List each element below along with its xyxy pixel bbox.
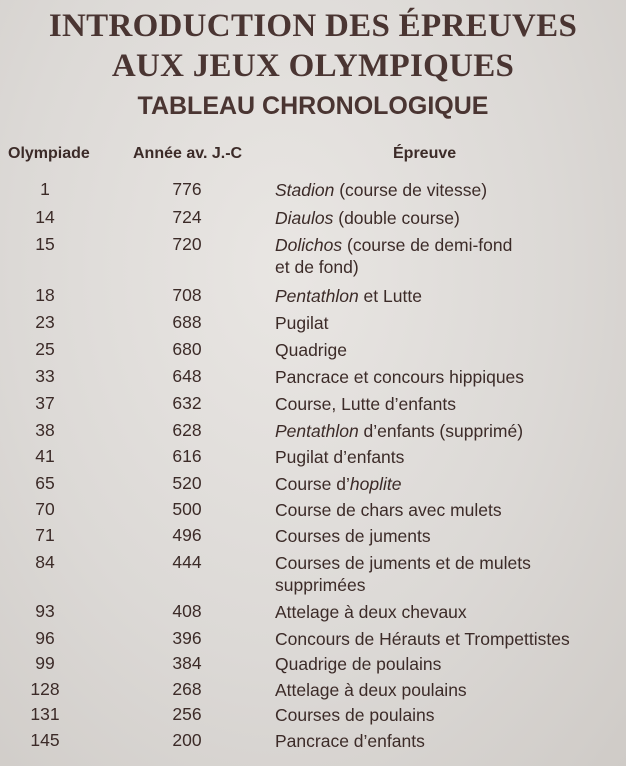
epreuve-text: (course de demi-fond — [342, 235, 513, 255]
epreuve-cell — [275, 653, 620, 675]
epreuve-cell — [275, 525, 620, 547]
epreuve-italic-term: Diaulos — [275, 208, 334, 228]
annee-cell: 256 — [172, 704, 202, 724]
epreuve-italic-term: Pentathlon — [275, 286, 359, 306]
epreuve-cell — [275, 312, 620, 334]
epreuve-cell — [275, 473, 620, 495]
annee-cell: 396 — [172, 628, 202, 648]
epreuve-cell — [275, 499, 620, 521]
olympiade-cell: 41 — [35, 446, 55, 466]
column-header-olympiade: Olympiade — [8, 145, 90, 162]
epreuve-italic-term: Stadion — [275, 180, 335, 200]
olympiade-cell: 33 — [35, 366, 55, 386]
epreuve-text: (course de vitesse) — [334, 180, 488, 200]
epreuve-italic-term: Dolichos — [275, 235, 343, 255]
epreuve-italic-term: hoplite — [349, 474, 402, 494]
epreuve-text: (double course) — [333, 208, 460, 228]
olympiade-cell: 131 — [30, 704, 60, 724]
epreuve-text: Pugilat d’enfants — [275, 447, 405, 467]
epreuve-text: et Lutte — [358, 286, 422, 306]
column-header-annee: Année av. J.-C — [133, 145, 243, 162]
annee-cell: 616 — [172, 446, 202, 466]
epreuve-text: Course, Lutte d’enfants — [275, 394, 456, 414]
epreuve-text: Pugilat — [275, 313, 329, 333]
olympiade-cell: 99 — [35, 653, 55, 673]
epreuve-text: Concours de Hérauts et Trompettistes — [275, 629, 570, 649]
annee-cell: 268 — [172, 679, 202, 699]
page-title-line-1: INTRODUCTION DES ÉPREUVES — [48, 8, 578, 44]
epreuve-text: Attelage à deux chevaux — [275, 602, 467, 622]
epreuve-cell — [275, 366, 620, 388]
olympiade-cell: 23 — [35, 312, 55, 332]
olympiade-cell: 37 — [35, 393, 55, 413]
epreuve-text: Course de chars avec mulets — [275, 500, 502, 520]
olympiade-cell: 38 — [35, 420, 55, 440]
epreuve-text: Quadrige de poulains — [275, 654, 442, 674]
epreuve-text: Courses de juments et de mulets — [275, 553, 531, 573]
epreuve-cell — [275, 393, 620, 415]
olympiade-cell: 25 — [35, 339, 55, 359]
page-title-line-2: AUX JEUX OLYMPIQUES — [111, 48, 515, 84]
epreuve-text-line-2: supprimées — [275, 575, 366, 595]
epreuve-italic-term: Pentathlon — [275, 421, 359, 441]
epreuve-cell — [275, 420, 620, 442]
annee-cell: 384 — [172, 653, 202, 673]
epreuve-prefix: Course d’ — [275, 474, 350, 494]
annee-cell: 200 — [172, 730, 202, 750]
annee-cell: 688 — [172, 312, 202, 332]
epreuve-cell — [275, 628, 620, 650]
epreuve-cell — [275, 730, 620, 752]
olympiade-cell: 84 — [35, 552, 55, 572]
olympiade-cell: 128 — [30, 679, 60, 699]
epreuve-cell — [275, 285, 620, 307]
epreuve-cell — [275, 179, 620, 201]
olympiade-cell: 14 — [35, 207, 55, 227]
annee-cell: 628 — [172, 420, 202, 440]
olympiade-cell: 93 — [35, 601, 55, 621]
olympiade-cell: 1 — [40, 179, 50, 199]
annee-cell: 500 — [172, 499, 202, 519]
epreuve-cell — [275, 207, 620, 229]
annee-cell: 648 — [172, 366, 202, 386]
olympiade-cell: 71 — [35, 525, 55, 545]
olympiade-cell: 18 — [35, 285, 55, 305]
epreuve-text: Courses de poulains — [275, 705, 435, 725]
epreuve-text: d’enfants (supprimé) — [358, 421, 524, 441]
annee-cell: 496 — [172, 525, 202, 545]
annee-cell: 708 — [172, 285, 202, 305]
olympiade-cell: 145 — [30, 730, 60, 750]
epreuve-text-line-2: et de fond) — [275, 257, 359, 277]
epreuve-text: Pancrace d’enfants — [275, 731, 425, 751]
annee-cell: 444 — [172, 552, 202, 572]
olympiade-cell: 65 — [35, 473, 55, 493]
epreuve-cell — [275, 704, 620, 726]
epreuve-text: Attelage à deux poulains — [275, 680, 467, 700]
annee-cell: 632 — [172, 393, 202, 413]
olympiade-cell: 96 — [35, 628, 55, 648]
epreuve-cell — [275, 552, 620, 596]
page-subtitle: TABLEAU CHRONOLOGIQUE — [137, 92, 489, 120]
annee-cell: 680 — [172, 339, 202, 359]
epreuve-text: Courses de juments — [275, 526, 431, 546]
epreuve-cell — [275, 339, 620, 361]
annee-cell: 720 — [172, 234, 202, 254]
annee-cell: 724 — [172, 207, 202, 227]
olympiade-cell: 70 — [35, 499, 55, 519]
epreuve-cell — [275, 234, 620, 278]
annee-cell: 408 — [172, 601, 202, 621]
olympiade-cell: 15 — [35, 234, 55, 254]
annee-cell: 520 — [172, 473, 202, 493]
column-header-epreuve: Épreuve — [393, 145, 457, 162]
epreuve-cell — [275, 679, 620, 701]
annee-cell: 776 — [172, 179, 202, 199]
epreuve-cell — [275, 601, 620, 623]
epreuve-text: Pancrace et concours hippiques — [275, 367, 525, 387]
epreuve-cell — [275, 446, 620, 468]
epreuve-text: Quadrige — [275, 340, 347, 360]
